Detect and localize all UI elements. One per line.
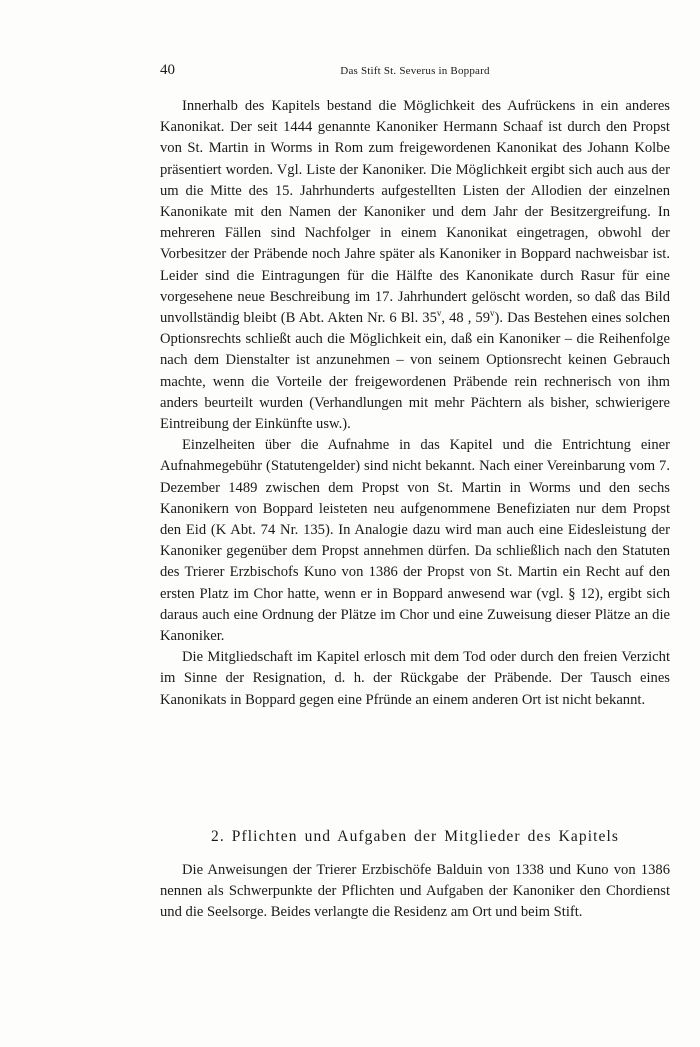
superscript-verso: v: [490, 308, 495, 319]
paragraph-admission: Einzelheiten über die Aufnahme in das Kapitel und die Entrichtung einer Aufnahmegebühr (Statutengelder) sind nicht bekannt. Nach einer Vereinbarung vom 7. Dezember 1489 zwischen dem Propst von St. Martin in Worms und den sechs Kanonikern von Boppard leisteten neu aufgenommene Benefiziaten nur dem Propst den Eid (K Abt. 74 Nr. 135). In Analogie dazu wird man auch eine Eidesleistung der Kanoniker gegenüber dem Propst annehmen dürfen. Da schließlich nach den Statuten des Trierer Erzbischofs Kuno von 1386 der Propst von St. Martin ein Recht auf den ersten Platz im Chor hatte, wenn er in Boppard anwesend war (vgl. § 12), ergibt sich daraus auch eine Ordnung der Plätze im Chor und eine Zuweisung dieser Plätze an die Kanoniker.: [160, 437, 670, 645]
page-number: 40: [160, 62, 175, 78]
paragraph-options: [160, 96, 670, 435]
section-heading: 2. Pflichten und Aufgaben der Mitglieder des Kapitels: [210, 828, 620, 845]
paragraph-options-text-c: ). Das Bestehen eines solchen Optionsrechts schließt auch die Möglichkeit ein, daß ein Kanoniker – die Reihenfolge nach dem Dienstalter ist anzunehmen – von seinem Optionsrecht keinen Gebrauch machte, wenn die Vorteile der freigewordenen Präbende rein rechnerisch von ihm anders beurteilt wurden (Verhandlungen mit mehr Pächtern als bisher, schwierigere Eintreibung der Einkünfte usw.).: [160, 310, 671, 433]
paragraph-options-text-b: , 48 , 59: [441, 310, 491, 327]
paragraph-membership: Die Mitgliedschaft im Kapitel erlosch mit dem Tod oder durch den freien Verzicht im Sinne der Resignation, d. h. der Rückgabe der Präbende. Der Tausch eines Kanonikats in Boppard gegen eine Pfründe an einem anderen Ort ist nicht bekannt.: [160, 649, 670, 708]
running-title: Das Stift St. Severus in Boppard: [340, 65, 490, 77]
main-text: [160, 96, 670, 711]
section-text: [160, 860, 670, 924]
paragraph-duties: Die Anweisungen der Trierer Erzbischöfe Balduin von 1338 und Kuno von 1386 nennen als Schwerpunkte der Pflichten und Aufgaben der Kanoniker den Chordienst und die Seelsorge. Beides verlangte die Residenz am Ort und beim Stift.: [160, 862, 670, 921]
paragraph-options-text-a: Innerhalb des Kapitels bestand die Möglichkeit des Aufrückens in ein anderes Kanonikat. Der seit 1444 genannte Kanoniker Hermann Schaaf ist durch den Propst von St. Martin in Worms in Rom zum freigewordenen Kanonikat des Johann Kolbe präsentiert worden. Vgl. Liste der Kanoniker. Die Möglichkeit ergibt sich auch aus der um die Mitte des 15. Jahrhunderts aufgestellten Listen der Allodien der einzelnen Kanonikate mit den Namen der Kanoniker und dem Jahr der Besitzergreifung. In mehreren Fällen sind Nachfolger in einem Kanonikat eingetragen, obwohl der Vorbesitzer der Präbende noch Jahre später als Kanoniker in Boppard nachweisbar ist. Leider sind die Eintragungen für die Hälfte des Kanonikate durch Rasur für eine vorgesehene neue Beschreibung im 17. Jahrhundert gelöscht worden, so daß das Bild unvollständig bleibt (B Abt. Akten Nr. 6 Bl. 35: [160, 98, 670, 327]
running-head: [160, 60, 670, 80]
superscript-verso: v: [436, 308, 442, 319]
